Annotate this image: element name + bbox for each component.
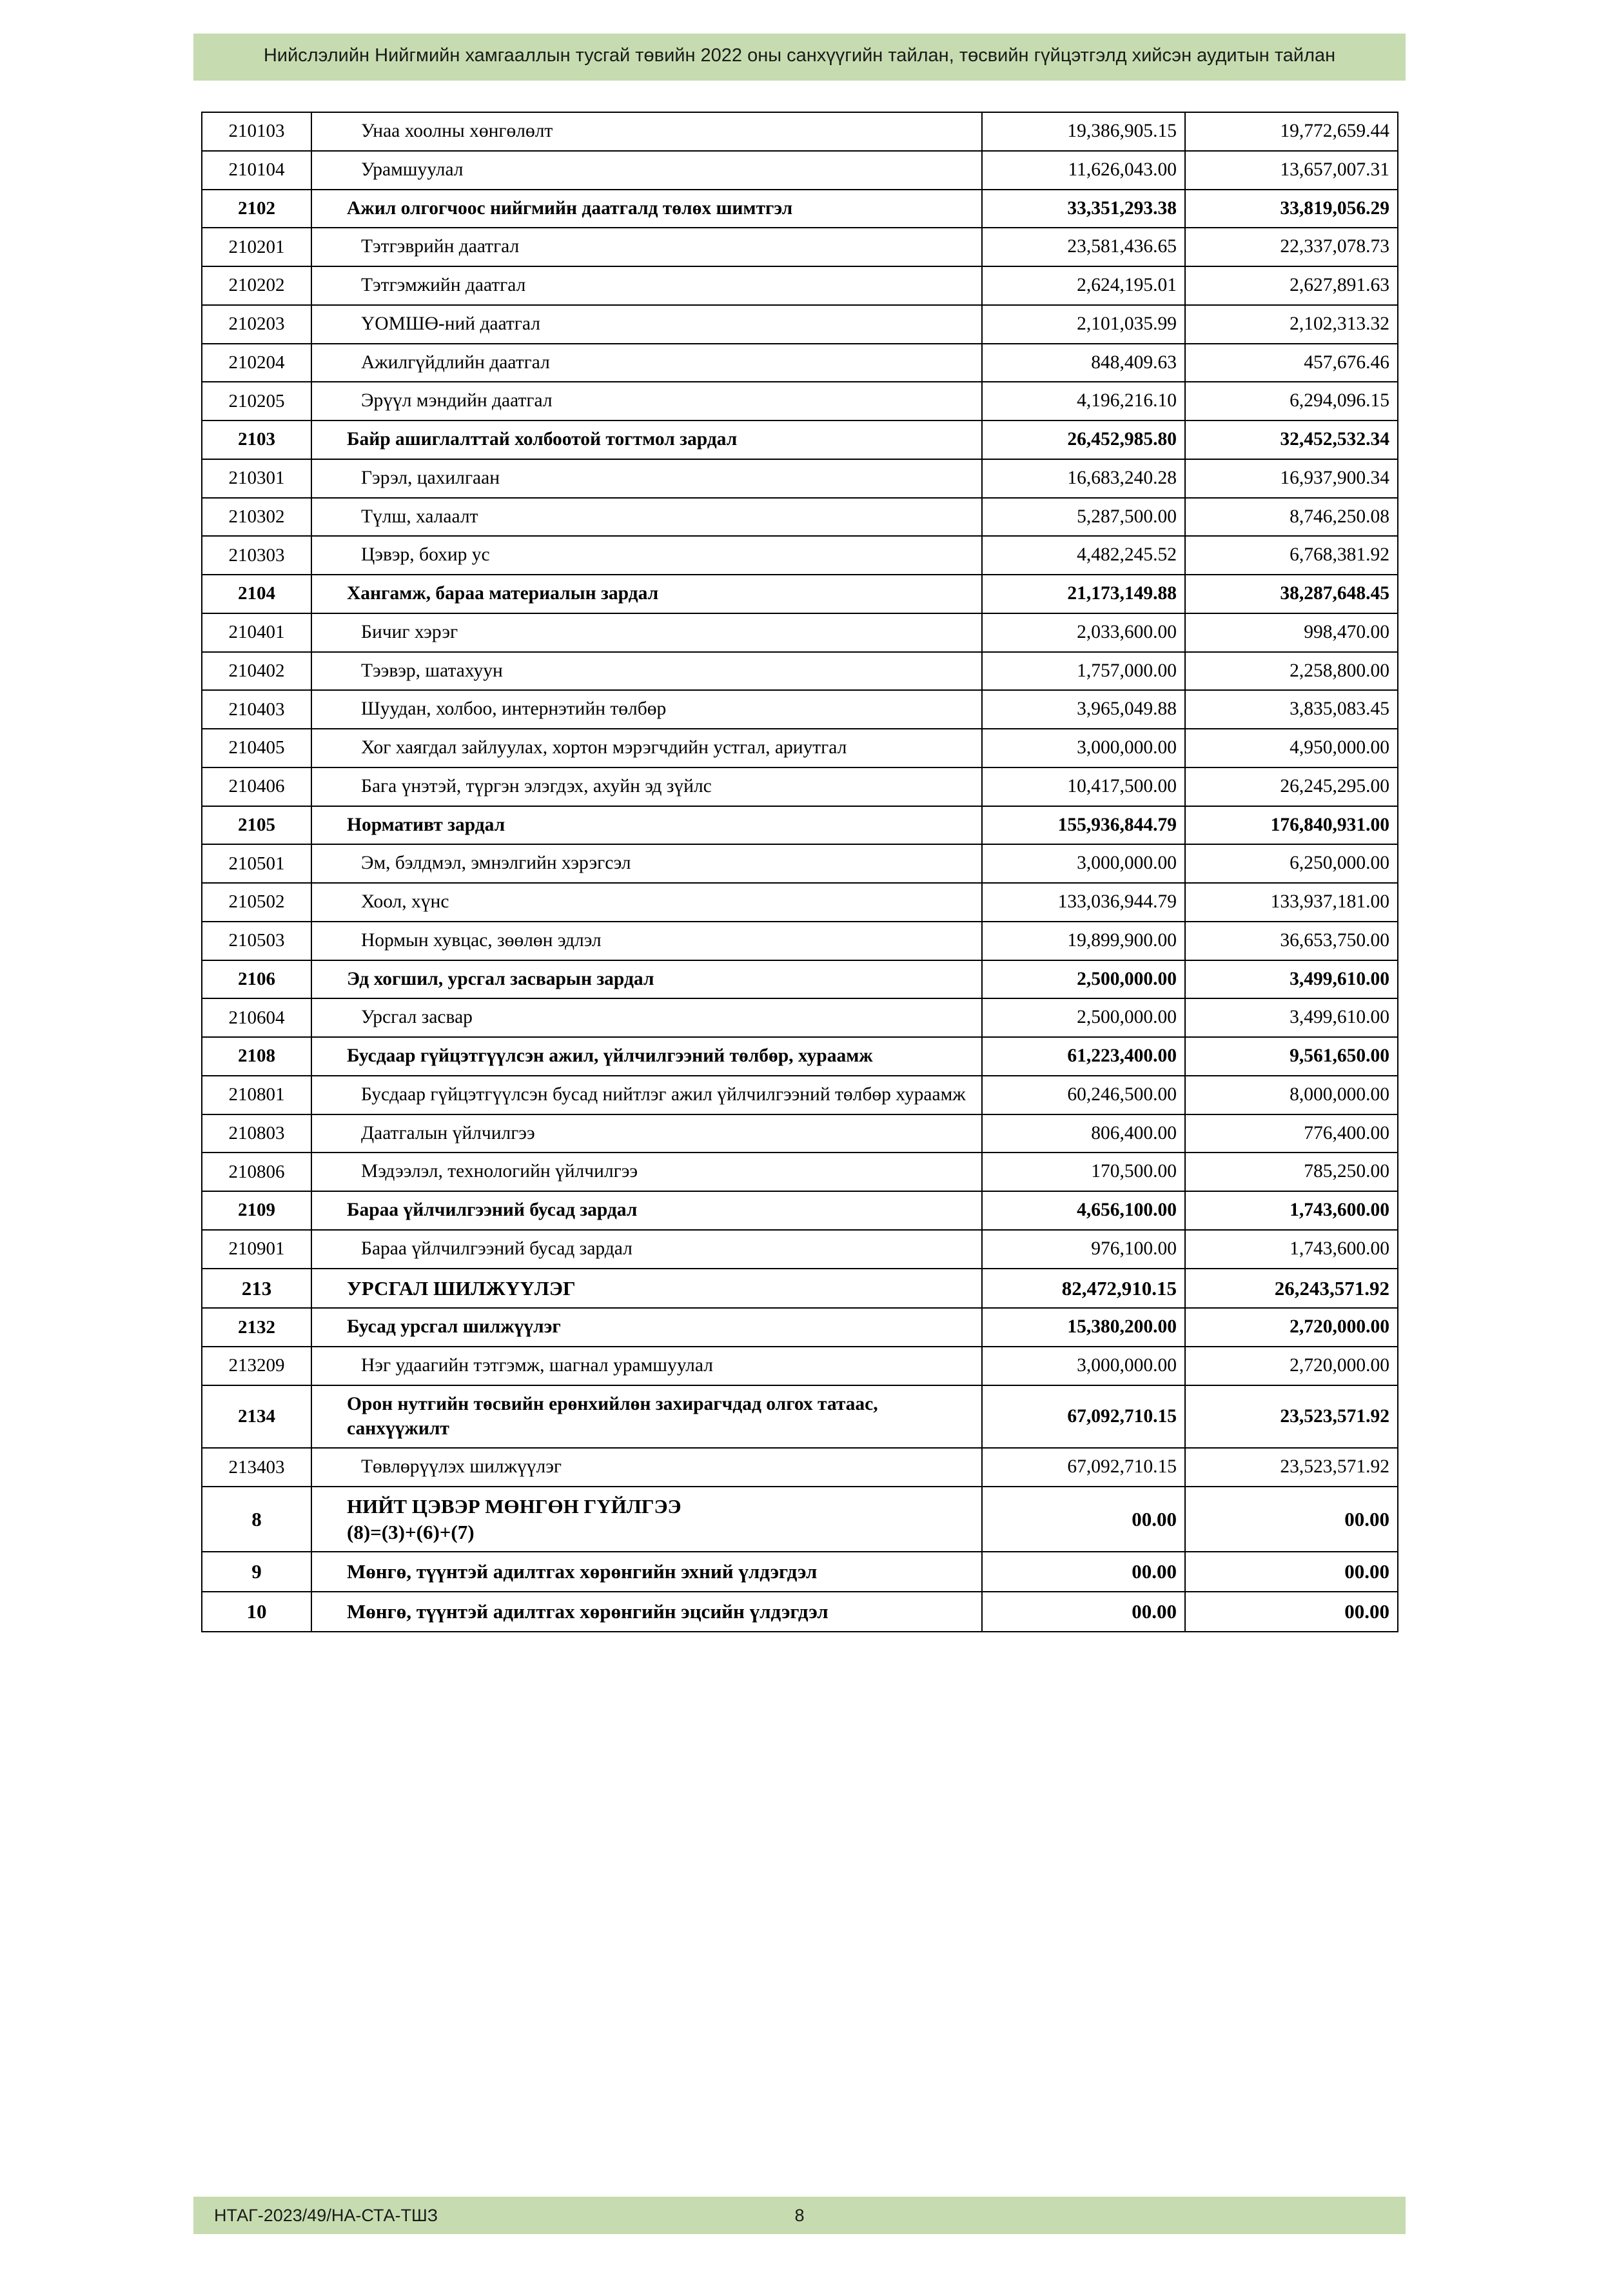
row-value-2: 176,840,931.00 (1185, 806, 1398, 845)
table-row (202, 1269, 1398, 1309)
row-code: 9 (202, 1552, 311, 1592)
row-value-2: 1,743,600.00 (1185, 1230, 1398, 1269)
page-footer (193, 2197, 1406, 2234)
row-label: Хоол, хүнс (311, 883, 982, 922)
row-value-1: 67,092,710.15 (982, 1448, 1185, 1487)
row-code: 210604 (202, 998, 311, 1037)
row-value-1: 26,452,985.80 (982, 421, 1185, 459)
row-value-2: 8,746,250.08 (1185, 498, 1398, 537)
row-value-1: 3,000,000.00 (982, 729, 1185, 767)
row-label: Мөнгө, түүнтэй адилтгах хөрөнгийн эцсийн үлдэгдэл (311, 1592, 982, 1632)
row-label: Эрүүл мэндийн даатгал (311, 382, 982, 421)
row-label: Эм, бэлдмэл, эмнэлгийн хэрэгсэл (311, 844, 982, 883)
row-label: Ажилгүйдлийн даатгал (311, 344, 982, 382)
table-row (202, 1592, 1398, 1632)
table-row (202, 690, 1398, 729)
row-code: 210301 (202, 459, 311, 498)
row-label: Мөнгө, түүнтэй адилтгах хөрөнгийн эхний үлдэгдэл (311, 1552, 982, 1592)
table-row (202, 575, 1398, 613)
row-code: 210901 (202, 1230, 311, 1269)
row-label: Ажил олгогчоос нийгмийн даатгалд төлөх шимтгэл (311, 190, 982, 228)
row-value-2: 19,772,659.44 (1185, 112, 1398, 151)
row-label: Эд хогшил, урсгал засварын зардал (311, 960, 982, 999)
row-value-2: 8,000,000.00 (1185, 1076, 1398, 1114)
row-value-2: 2,720,000.00 (1185, 1308, 1398, 1347)
row-code: 2104 (202, 575, 311, 613)
row-value-2: 6,768,381.92 (1185, 536, 1398, 575)
document-page (0, 34, 1599, 2296)
footer-doc-code: НТАГ-2023/49/НА-СТА-ТШЗ (214, 2205, 438, 2225)
table-row (202, 922, 1398, 960)
row-value-1: 3,000,000.00 (982, 844, 1185, 883)
row-code: 210502 (202, 883, 311, 922)
row-code: 2132 (202, 1308, 311, 1347)
row-value-2: 998,470.00 (1185, 613, 1398, 652)
row-code: 213 (202, 1269, 311, 1309)
row-code: 210501 (202, 844, 311, 883)
row-code: 213209 (202, 1347, 311, 1385)
row-value-1: 33,351,293.38 (982, 190, 1185, 228)
row-label: Гэрэл, цахилгаан (311, 459, 982, 498)
table-row (202, 1153, 1398, 1191)
table-row (202, 883, 1398, 922)
row-value-2: 1,743,600.00 (1185, 1191, 1398, 1230)
row-label: Бусад урсгал шилжүүлэг (311, 1308, 982, 1347)
row-value-2: 6,294,096.15 (1185, 382, 1398, 421)
table-row (202, 228, 1398, 266)
row-label: Хог хаягдал зайлуулах, хортон мэрэгчдийн устгал, ариутгал (311, 729, 982, 767)
row-label: Бага үнэтэй, түргэн элэгдэх, ахуйн эд зүйлс (311, 767, 982, 806)
row-value-1: 16,683,240.28 (982, 459, 1185, 498)
row-code: 210801 (202, 1076, 311, 1114)
row-label: НИЙТ ЦЭВЭР МӨНГӨН ГҮЙЛГЭЭ (8)=(3)+(6)+(7) (311, 1487, 982, 1552)
row-value-1: 82,472,910.15 (982, 1269, 1185, 1309)
row-code: 210104 (202, 151, 311, 190)
row-value-2: 33,819,056.29 (1185, 190, 1398, 228)
row-value-1: 4,656,100.00 (982, 1191, 1185, 1230)
row-code: 2108 (202, 1037, 311, 1076)
row-value-2: 00.00 (1185, 1552, 1398, 1592)
row-value-2: 2,258,800.00 (1185, 652, 1398, 691)
row-value-2: 38,287,648.45 (1185, 575, 1398, 613)
row-value-1: 2,624,195.01 (982, 266, 1185, 305)
row-label: Нэг удаагийн тэтгэмж, шагнал урамшуулал (311, 1347, 982, 1385)
table-row (202, 729, 1398, 767)
table-row (202, 1487, 1398, 1552)
row-value-2: 6,250,000.00 (1185, 844, 1398, 883)
row-value-1: 10,417,500.00 (982, 767, 1185, 806)
table-row (202, 112, 1398, 151)
row-value-1: 976,100.00 (982, 1230, 1185, 1269)
row-value-2: 4,950,000.00 (1185, 729, 1398, 767)
row-code: 210204 (202, 344, 311, 382)
financial-table-body (202, 112, 1398, 1632)
row-label: Урсгал засвар (311, 998, 982, 1037)
row-code: 2102 (202, 190, 311, 228)
row-value-1: 00.00 (982, 1487, 1185, 1552)
row-value-1: 155,936,844.79 (982, 806, 1185, 845)
row-value-2: 36,653,750.00 (1185, 922, 1398, 960)
row-code: 210406 (202, 767, 311, 806)
row-label: Бусдаар гүйцэтгүүлсэн бусад нийтлэг ажил үйлчилгээний төлбөр хураамж (311, 1076, 982, 1114)
row-value-2: 2,627,891.63 (1185, 266, 1398, 305)
row-label: Бараа үйлчилгээний бусад зардал (311, 1230, 982, 1269)
row-label: Мэдээлэл, технологийн үйлчилгээ (311, 1153, 982, 1191)
row-value-2: 785,250.00 (1185, 1153, 1398, 1191)
row-value-2: 2,720,000.00 (1185, 1347, 1398, 1385)
row-label: Бараа үйлчилгээний бусад зардал (311, 1191, 982, 1230)
table-row (202, 421, 1398, 459)
row-value-2: 3,835,083.45 (1185, 690, 1398, 729)
row-code: 2105 (202, 806, 311, 845)
row-value-2: 23,523,571.92 (1185, 1385, 1398, 1449)
table-row (202, 151, 1398, 190)
row-value-2: 32,452,532.34 (1185, 421, 1398, 459)
row-code: 210201 (202, 228, 311, 266)
row-value-1: 2,033,600.00 (982, 613, 1185, 652)
row-value-2: 2,102,313.32 (1185, 305, 1398, 344)
table-row (202, 498, 1398, 537)
row-label: УРСГАЛ ШИЛЖҮҮЛЭГ (311, 1269, 982, 1309)
row-value-1: 19,386,905.15 (982, 112, 1185, 151)
row-code: 210103 (202, 112, 311, 151)
table-row (202, 344, 1398, 382)
row-value-1: 4,196,216.10 (982, 382, 1185, 421)
table-row (202, 1037, 1398, 1076)
row-value-2: 23,523,571.92 (1185, 1448, 1398, 1487)
table-row (202, 1448, 1398, 1487)
row-label: Цэвэр, бохир ус (311, 536, 982, 575)
table-row (202, 613, 1398, 652)
row-label: Хангамж, бараа материалын зардал (311, 575, 982, 613)
row-value-1: 2,101,035.99 (982, 305, 1185, 344)
row-label: ҮОМШӨ-ний даатгал (311, 305, 982, 344)
row-value-1: 60,246,500.00 (982, 1076, 1185, 1114)
row-code: 210205 (202, 382, 311, 421)
row-value-1: 00.00 (982, 1552, 1185, 1592)
row-value-2: 13,657,007.31 (1185, 151, 1398, 190)
row-label: Бичиг хэрэг (311, 613, 982, 652)
row-label: Түлш, халаалт (311, 498, 982, 537)
row-code: 210303 (202, 536, 311, 575)
row-value-1: 4,482,245.52 (982, 536, 1185, 575)
row-value-1: 67,092,710.15 (982, 1385, 1185, 1449)
row-code: 210405 (202, 729, 311, 767)
row-code: 210403 (202, 690, 311, 729)
row-value-2: 457,676.46 (1185, 344, 1398, 382)
table-row (202, 266, 1398, 305)
row-value-1: 2,500,000.00 (982, 998, 1185, 1037)
table-row (202, 1347, 1398, 1385)
row-label: Нормативт зардал (311, 806, 982, 845)
row-code: 210302 (202, 498, 311, 537)
row-code: 210803 (202, 1114, 311, 1153)
row-code: 210203 (202, 305, 311, 344)
table-row (202, 1552, 1398, 1592)
row-code: 210503 (202, 922, 311, 960)
row-label: Бусдаар гүйцэтгүүлсэн ажил, үйлчилгээний төлбөр, хураамж (311, 1037, 982, 1076)
table-row (202, 1076, 1398, 1114)
row-value-1: 2,500,000.00 (982, 960, 1185, 999)
table-row (202, 844, 1398, 883)
table-row (202, 960, 1398, 999)
table-row (202, 652, 1398, 691)
row-value-2: 00.00 (1185, 1487, 1398, 1552)
header-title: Нийслэлийн Нийгмийн хамгааллын тусгай төвийн 2022 оны санхүүгийн тайлан, төсвийн гүйцэтгэлд хийсэн аудитын тайлан (263, 45, 1336, 66)
table-row (202, 536, 1398, 575)
row-label: Унаа хоолны хөнгөлөлт (311, 112, 982, 151)
row-value-2: 9,561,650.00 (1185, 1037, 1398, 1076)
table-row (202, 767, 1398, 806)
row-value-1: 11,626,043.00 (982, 151, 1185, 190)
row-label: Нормын хувцас, зөөлөн эдлэл (311, 922, 982, 960)
row-value-1: 806,400.00 (982, 1114, 1185, 1153)
row-value-1: 848,409.63 (982, 344, 1185, 382)
row-value-1: 61,223,400.00 (982, 1037, 1185, 1076)
row-label: Орон нутгийн төсвийн ерөнхийлөн захирагчдад олгох татаас, санхүүжилт (311, 1385, 982, 1449)
row-value-2: 776,400.00 (1185, 1114, 1398, 1153)
row-value-2: 26,243,571.92 (1185, 1269, 1398, 1309)
row-label: Урамшуулал (311, 151, 982, 190)
row-label: Тэтгэмжийн даатгал (311, 266, 982, 305)
table-row (202, 1308, 1398, 1347)
table-row (202, 459, 1398, 498)
footer-page-number: 8 (794, 2205, 805, 2225)
row-label: Шуудан, холбоо, интернэтийн төлбөр (311, 690, 982, 729)
row-value-2: 3,499,610.00 (1185, 998, 1398, 1037)
row-value-1: 133,036,944.79 (982, 883, 1185, 922)
table-row (202, 1114, 1398, 1153)
row-value-1: 19,899,900.00 (982, 922, 1185, 960)
row-label: Тээвэр, шатахуун (311, 652, 982, 691)
row-value-2: 26,245,295.00 (1185, 767, 1398, 806)
row-label: Байр ашиглалттай холбоотой тогтмол зардал (311, 421, 982, 459)
row-value-1: 1,757,000.00 (982, 652, 1185, 691)
row-label: Төвлөрүүлэх шилжүүлэг (311, 1448, 982, 1487)
row-label: Даатгалын үйлчилгээ (311, 1114, 982, 1153)
row-code: 210806 (202, 1153, 311, 1191)
page-header-band (193, 34, 1406, 81)
row-code: 2103 (202, 421, 311, 459)
row-code: 210402 (202, 652, 311, 691)
financial-table (201, 112, 1398, 1632)
row-value-1: 170,500.00 (982, 1153, 1185, 1191)
table-row (202, 1385, 1398, 1449)
row-value-1: 23,581,436.65 (982, 228, 1185, 266)
row-label: Тэтгэврийн даатгал (311, 228, 982, 266)
row-value-1: 21,173,149.88 (982, 575, 1185, 613)
row-code: 2106 (202, 960, 311, 999)
row-value-1: 3,000,000.00 (982, 1347, 1185, 1385)
row-code: 213403 (202, 1448, 311, 1487)
row-value-2: 16,937,900.34 (1185, 459, 1398, 498)
row-code: 2109 (202, 1191, 311, 1230)
row-value-1: 3,965,049.88 (982, 690, 1185, 729)
row-value-1: 15,380,200.00 (982, 1308, 1185, 1347)
row-value-2: 00.00 (1185, 1592, 1398, 1632)
table-row (202, 1191, 1398, 1230)
table-row (202, 998, 1398, 1037)
table-row (202, 382, 1398, 421)
row-code: 210401 (202, 613, 311, 652)
page-content (201, 112, 1398, 1632)
table-row (202, 305, 1398, 344)
row-value-1: 5,287,500.00 (982, 498, 1185, 537)
row-value-2: 3,499,610.00 (1185, 960, 1398, 999)
table-row (202, 1230, 1398, 1269)
row-value-2: 133,937,181.00 (1185, 883, 1398, 922)
row-value-1: 00.00 (982, 1592, 1185, 1632)
row-code: 210202 (202, 266, 311, 305)
row-code: 2134 (202, 1385, 311, 1449)
row-value-2: 22,337,078.73 (1185, 228, 1398, 266)
row-code: 10 (202, 1592, 311, 1632)
table-row (202, 806, 1398, 845)
row-code: 8 (202, 1487, 311, 1552)
table-row (202, 190, 1398, 228)
